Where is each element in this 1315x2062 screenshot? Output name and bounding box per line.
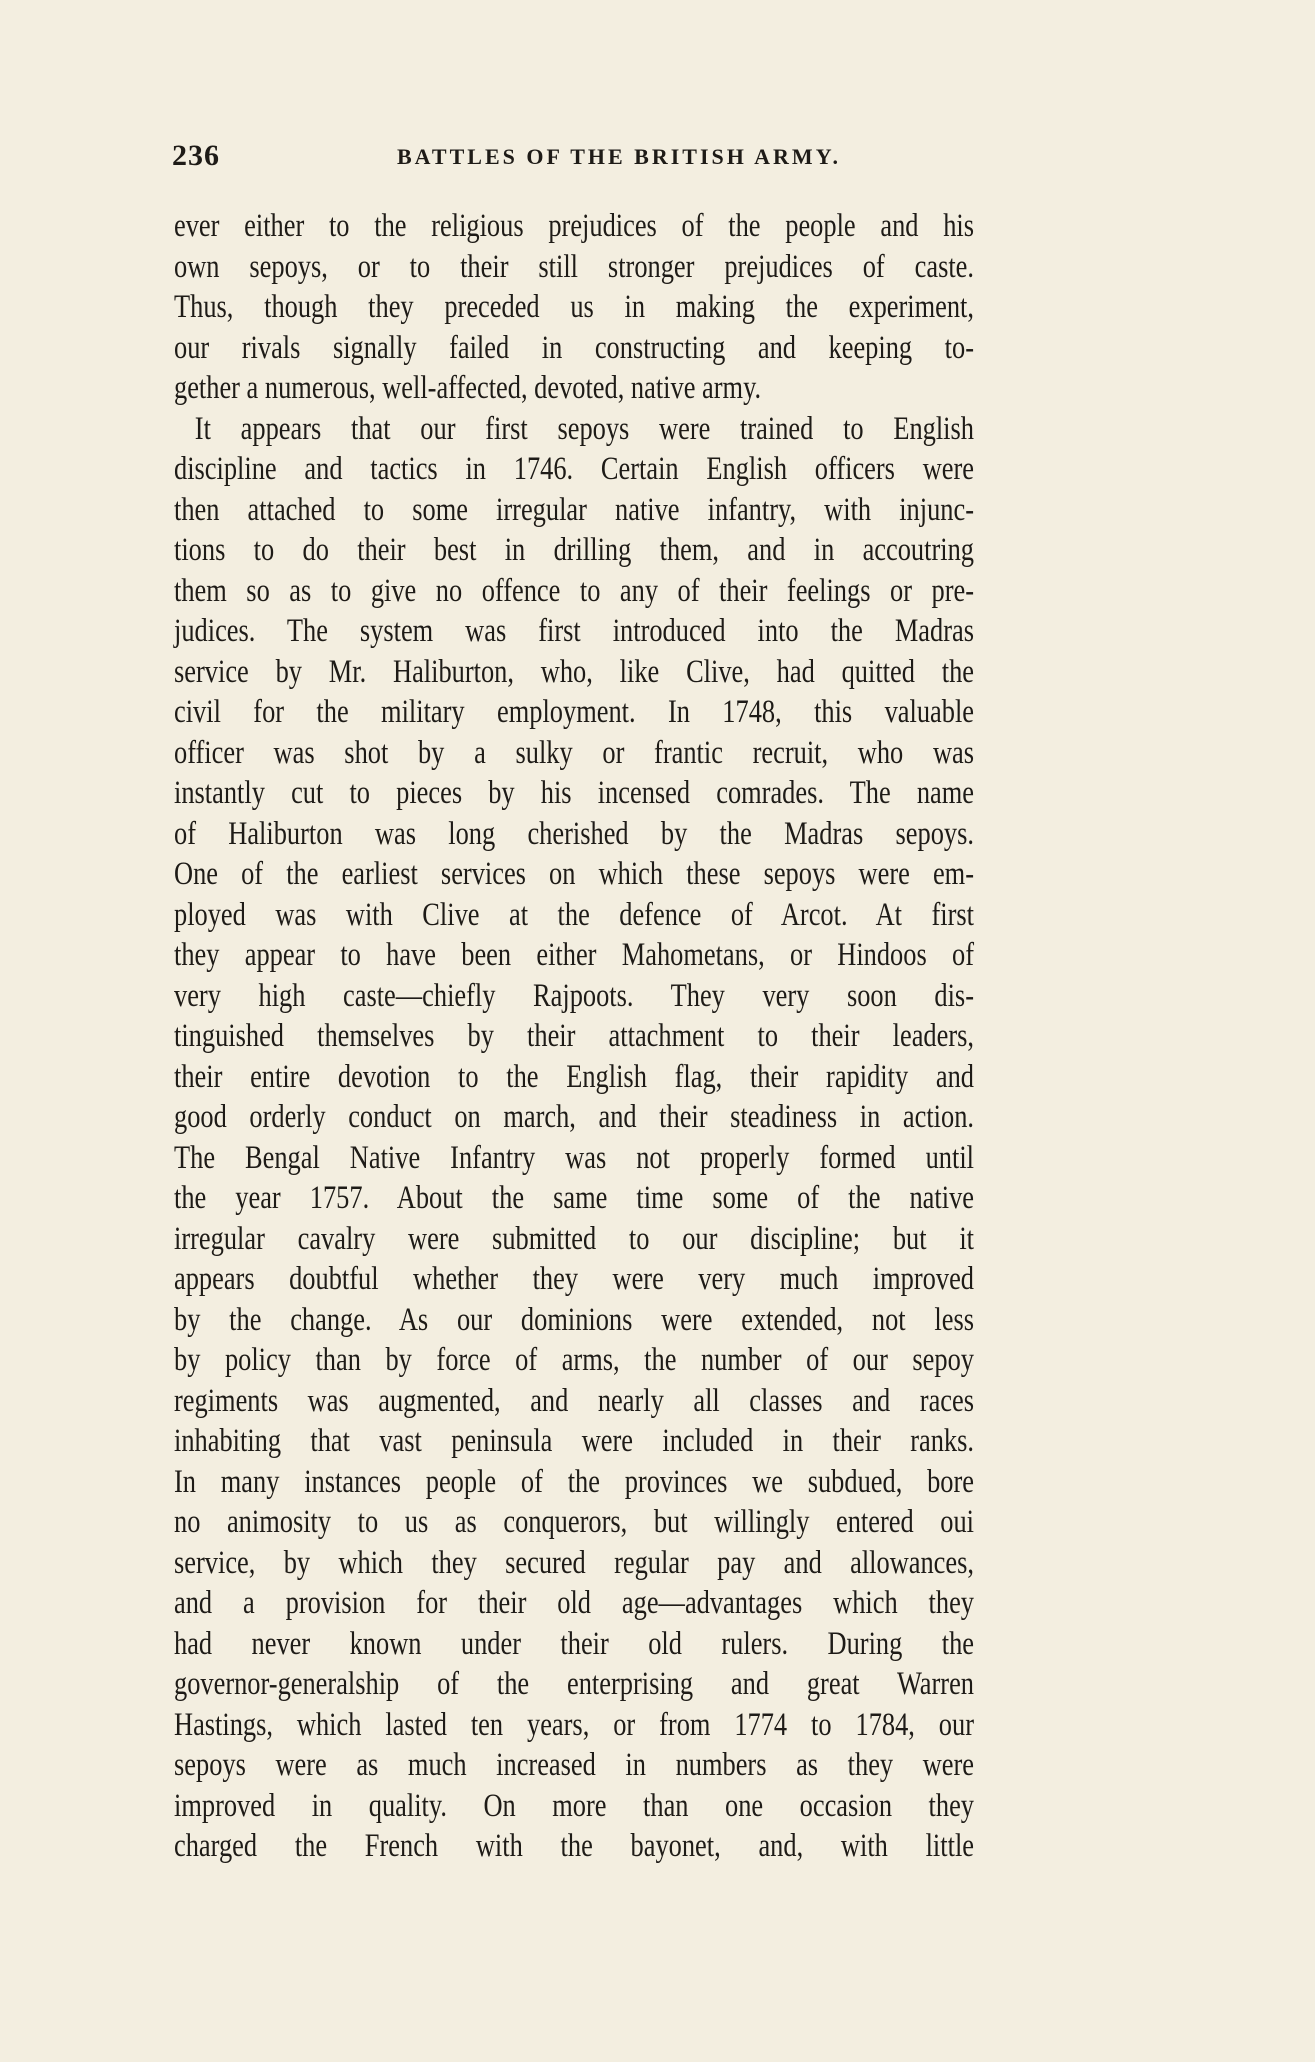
text-line: In many instances people of the provinces we subdued, bore [174, 1463, 974, 1500]
text-line: and a provision for their old age—advantages which they [174, 1585, 974, 1621]
text-line: officer was shot by a sulky or frantic recruit, who was [174, 734, 974, 771]
text-line: appears doubtful whether they were very much improved [174, 1261, 974, 1297]
text-line: the year 1757. About the same time some of the native [174, 1180, 974, 1216]
text-line: Hastings, which lasted ten years, or from 1774 to 1784, our [174, 1706, 974, 1743]
text-line: It appears that our first sepoys were trained to English [194, 410, 975, 447]
text-line: very high caste—chiefly Rajpoots. They very soon dis- [174, 977, 974, 1014]
text-line: sepoys were as much increased in numbers as they were [174, 1747, 974, 1783]
text-line: had never known under their old rulers. During the [174, 1625, 974, 1662]
text-line: by the change. As our dominions were extended, not less [174, 1301, 974, 1338]
text-line: The Bengal Native Infantry was not properly formed until [174, 1139, 974, 1176]
text-line: tions to do their best in drilling them, and in accoutring [174, 532, 974, 568]
body-text [174, 206, 974, 1867]
text-line: civil for the military employment. In 1748, this valuable [174, 694, 974, 730]
text-line: governor-generalship of the enterprising and great Warren [174, 1666, 974, 1702]
text-line: no animosity to us as conquerors, but willingly entered oui [174, 1504, 974, 1540]
text-line: them so as to give no offence to any of their feelings or pre- [174, 572, 974, 609]
text-line: they appear to have been either Mahometans, or Hindoos of [174, 937, 974, 973]
text-line: One of the earliest services on which these sepoys were em- [174, 856, 974, 892]
page-header [172, 136, 972, 176]
text-line: discipline and tactics in 1746. Certain English officers were [174, 451, 974, 487]
page-number: 236 [172, 139, 220, 172]
text-line: own sepoys, or to their still stronger prejudices of caste. [174, 248, 974, 285]
text-line: Thus, though they preceded us in making the experiment, [174, 289, 974, 325]
text-line: irregular cavalry were submitted to our discipline; but it [174, 1220, 974, 1257]
text-line: tinguished themselves by their attachment to their leaders, [174, 1018, 974, 1054]
text-line: then attached to some irregular native infantry, with injunc- [174, 491, 974, 528]
text-line: of Haliburton was long cherished by the Madras sepoys. [174, 815, 974, 852]
text-line: by policy than by force of arms, the number of our sepoy [174, 1342, 974, 1378]
text-line: improved in quality. On more than one occasion they [174, 1787, 974, 1824]
text-line: gether a numerous, well-affected, devoted, native army. [174, 370, 762, 406]
text-line: service, by which they secured regular pay and allowances, [174, 1544, 974, 1581]
text-line: ever either to the religious prejudices of the people and his [174, 208, 974, 244]
text-line: instantly cut to pieces by his incensed comrades. The name [174, 775, 974, 811]
text-line: charged the French with the bayonet, and, with little [174, 1828, 974, 1864]
text-line: service by Mr. Haliburton, who, like Clive, had quitted the [174, 653, 974, 690]
text-line: judices. The system was first introduced into the Madras [174, 613, 974, 649]
text-line: inhabiting that vast peninsula were included in their ranks. [174, 1423, 974, 1459]
text-line: our rivals signally failed in constructing and keeping to- [174, 329, 974, 366]
text-line: their entire devotion to the English flag, their rapidity and [174, 1058, 974, 1095]
text-line: good orderly conduct on march, and their steadiness in action. [174, 1099, 974, 1135]
running-title: BATTLES OF THE BRITISH ARMY. [397, 144, 842, 169]
text-line: regiments was augmented, and nearly all classes and races [174, 1382, 974, 1419]
text-line: ployed was with Clive at the defence of Arcot. At first [174, 896, 974, 933]
